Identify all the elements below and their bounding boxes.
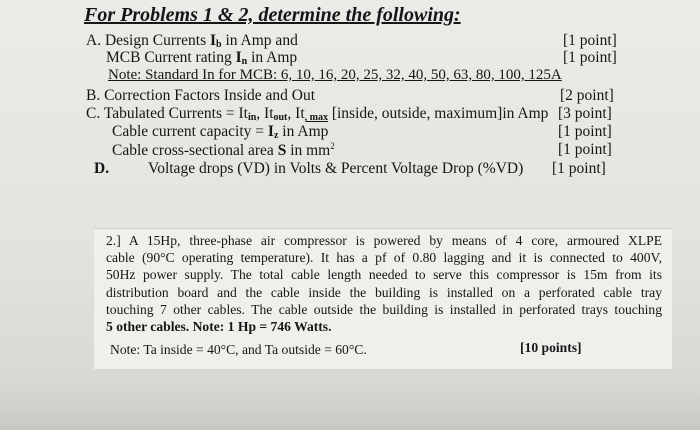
problem-line-1	[106, 232, 662, 249]
item-a-line-2	[106, 49, 297, 67]
item-c-text-mid-2: , It	[287, 105, 305, 122]
item-d-text: Voltage drops (VD) in Volts & Percent Voltage Drop (%VD)	[148, 160, 524, 177]
cable-area-text: Cable cross-sectional area	[112, 142, 278, 159]
item-b-points: [2 point]	[560, 87, 614, 104]
item-c-label: C.	[86, 105, 101, 122]
design-current-symbol: I	[210, 32, 217, 49]
item-a-text-2: MCB Current rating	[106, 49, 236, 66]
it-out-subscript: out	[273, 112, 288, 123]
item-a-points-1: [1 point]	[563, 32, 617, 49]
problem-line-2: cable (90°C operating temperature). It has a pf of 0.80 lagging and it is connected to 400V,	[106, 250, 662, 266]
cable-capacity-subscript: z	[273, 130, 279, 141]
item-c-points: [3 point]	[558, 105, 612, 122]
item-c-text-pre: Tabulated Currents = It	[103, 105, 248, 122]
item-b-line	[86, 87, 315, 105]
item-c-line-1	[86, 105, 548, 123]
problem-line-5: touching 7 other cables. The cable outside the building is installed in perforated trays touching	[106, 301, 662, 317]
item-c-line-2	[112, 123, 328, 141]
item-c-line-3	[112, 141, 335, 160]
cable-area-unit: in mm	[286, 142, 331, 159]
cable-capacity-unit: in Amp	[278, 123, 329, 140]
item-a-line-1	[86, 32, 298, 50]
item-b-text: Correction Factors Inside and Out	[104, 87, 316, 104]
mcb-rating-subscript: n	[241, 56, 248, 67]
item-c-text-post: [inside, outside, maximum]in Amp	[327, 105, 549, 122]
cable-capacity-symbol: I	[267, 123, 274, 140]
item-a-text-1-end: in Amp and	[221, 32, 298, 49]
item-a-label: A.	[86, 32, 102, 49]
cable-area-symbol: S	[277, 142, 287, 159]
design-current-subscript: b	[216, 39, 222, 50]
item-a-note: Note: Standard In for MCB: 6, 10, 16, 20, 25, 32, 40, 50, 63, 80, 100, 125A	[108, 67, 562, 83]
it-in-subscript: in	[247, 112, 257, 123]
problem-points: [10 points]	[520, 340, 582, 355]
item-c-area-points: [1 point]	[558, 141, 612, 158]
item-a-text-2-end: in Amp	[247, 49, 298, 66]
mcb-rating-symbol: I	[235, 49, 242, 66]
problem-line-1-text: 2.] A 15Hp, three-phase air compressor is powered by means of 4 core, armoured XLPE	[106, 233, 662, 248]
problem-2-paragraph	[106, 232, 662, 335]
cable-capacity-text: Cable current capacity =	[112, 123, 268, 140]
item-d-points: [1 point]	[552, 160, 606, 177]
item-d-label: D.	[94, 160, 110, 177]
item-a-points-2: [1 point]	[563, 49, 617, 66]
problem-line-3: 50Hz power supply. The total cable length needed to serve this compressor is 15m from its	[106, 267, 662, 283]
it-max-subscript: , max	[304, 112, 328, 123]
problem-note-temperature: Note: Ta inside = 40°C, and Ta outside = 60°C.	[110, 342, 367, 357]
problem-line-6: 5 other cables. Note: 1 Hp = 746 Watts.	[106, 319, 332, 335]
item-a-text-1: Design Currents	[104, 32, 210, 49]
item-c-capacity-points: [1 point]	[558, 123, 612, 140]
problem-line-4: distribution board and the cable inside the building is installed on a perforated cable tray	[106, 284, 662, 300]
page-title: For Problems 1 & 2, determine the following:	[84, 4, 461, 26]
item-c-text-mid-1: , It	[256, 105, 274, 122]
cable-area-superscript: 2	[330, 141, 335, 151]
item-d-line	[94, 160, 109, 178]
item-b-label: B.	[86, 87, 101, 104]
bottom-shadow	[0, 380, 700, 430]
